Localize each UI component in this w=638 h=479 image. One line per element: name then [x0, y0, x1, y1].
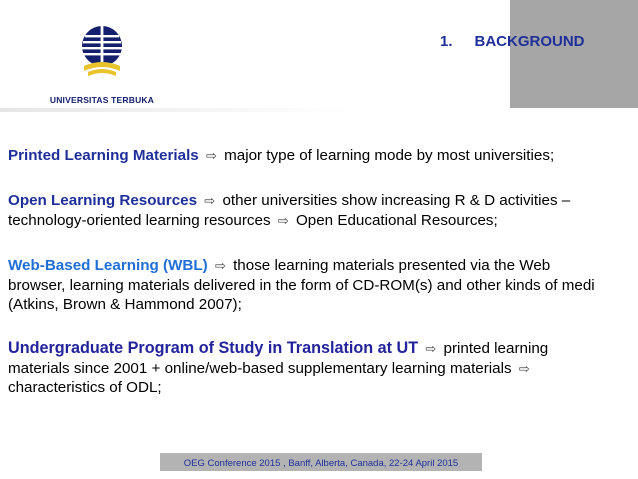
- slide-title: [440, 33, 585, 50]
- logo-emblem-icon: [79, 22, 125, 90]
- arrow-icon: ⇨: [518, 360, 530, 376]
- bullet-text: technology-oriented learning resources: [8, 211, 271, 229]
- arrow-icon: ⇨: [425, 341, 437, 356]
- bullet-web-based-learning: [8, 256, 595, 315]
- arrow-icon: ⇨: [277, 212, 289, 228]
- arrow-icon: ⇨: [204, 193, 216, 208]
- bullet-text: other universities show increasing R & D activities –: [222, 192, 571, 209]
- header-grey-block: [510, 0, 638, 108]
- bullet-text: printed learning: [443, 340, 549, 357]
- bullet-printed-learning: [8, 146, 554, 166]
- footer-text: OEG Conference 2015 , Banff, Alberta, Canada, 22-24 April 2015: [183, 458, 459, 469]
- bullet-undergraduate-program: [8, 339, 548, 398]
- bullet-text: materials since 2001 + online/web-based supplementary learning materials: [8, 359, 512, 377]
- term-open-learning: Open Learning Resources: [8, 192, 198, 209]
- bullet-text: (Atkins, Brown & Hammond 2007);: [8, 296, 242, 313]
- bullet-text: major type of learning mode by most universities;: [224, 147, 555, 164]
- term-undergraduate-program: Undergraduate Program of Study in Translation at UT: [8, 339, 419, 357]
- title-number: 1.: [440, 33, 453, 50]
- bullet-open-learning: [8, 191, 570, 230]
- term-web-based-learning: Web-Based Learning (WBL): [8, 257, 208, 274]
- logo-text: UNIVERSITAS TERBUKA: [49, 95, 155, 105]
- arrow-icon: ⇨: [214, 258, 226, 273]
- bullet-text: browser, learning materials delivered in the form of CD-ROM(s) and other kinds of medi: [8, 276, 595, 294]
- bullet-text: characteristics of ODL;: [8, 379, 162, 396]
- bullet-text: Open Educational Resources;: [295, 211, 498, 229]
- university-logo: [46, 22, 158, 110]
- title-text: BACKGROUND: [474, 33, 585, 50]
- footer: [160, 453, 482, 471]
- bullet-text: those learning materials presented via the Web: [233, 257, 551, 274]
- term-printed-learning: Printed Learning Materials: [8, 147, 199, 164]
- arrow-icon: ⇨: [205, 148, 217, 163]
